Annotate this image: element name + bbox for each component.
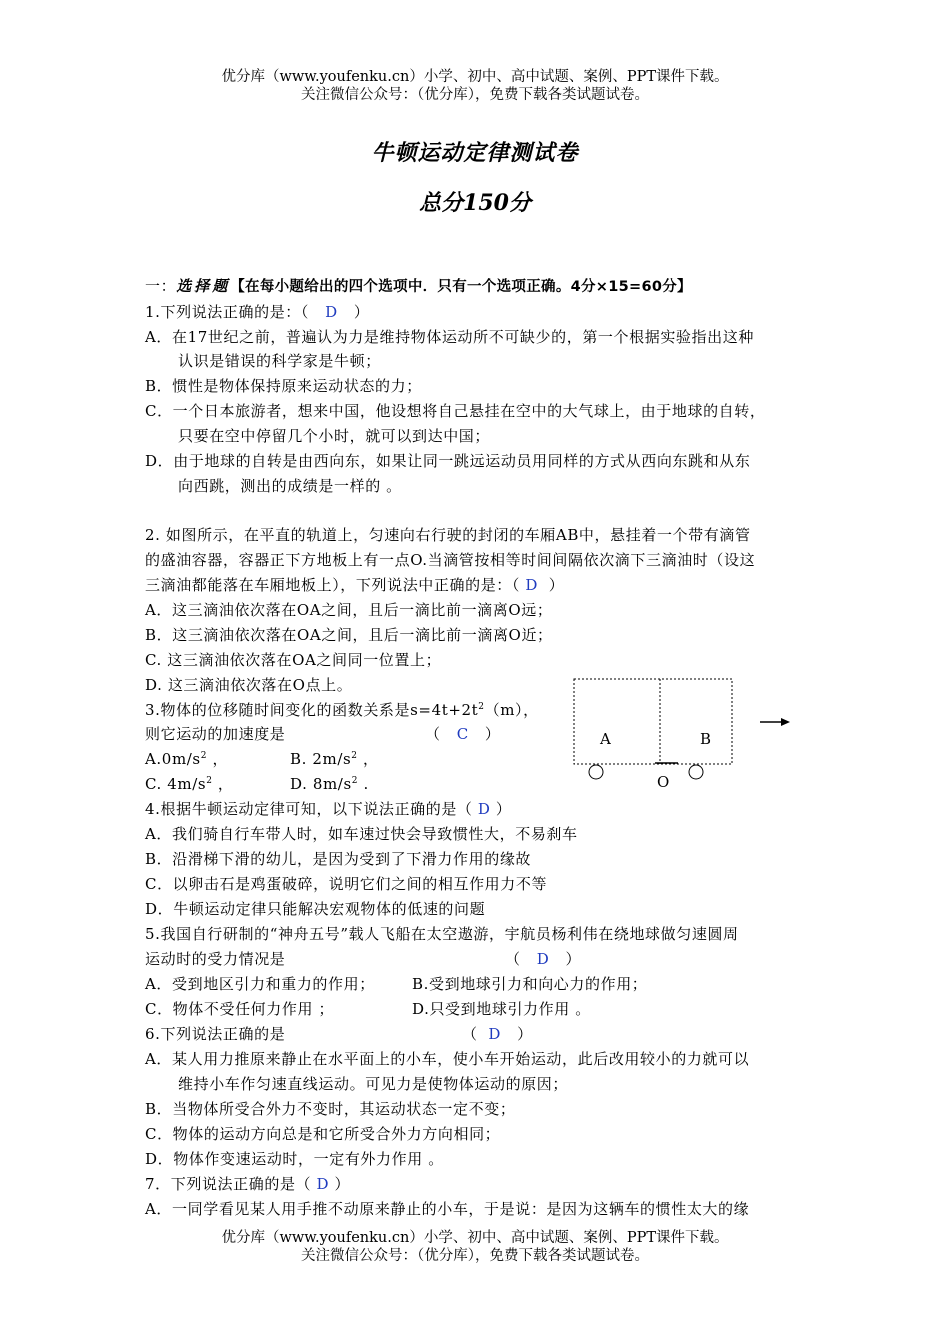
page-header bbox=[0, 68, 950, 104]
question-2-option-c: C. 这三滴油依次落在OA之间同一位置上； bbox=[145, 651, 442, 669]
question-6-option-b: B．当物体所受合外力不变时，其运动状态一定不变； bbox=[145, 1100, 516, 1118]
question-5-answer-bracket: （ D ） bbox=[505, 950, 582, 968]
question-3-stem-2: 则它运动的加速度是 bbox=[145, 725, 286, 743]
question-2-option-d: D. 这三滴油依次落在O点上。 bbox=[145, 676, 353, 694]
question-1-option-d: D．由于地球的自转是由西向东，如果让同一跳远运动员用同样的方式从西向东跳和从东 bbox=[145, 452, 751, 470]
section-name: 选择题 bbox=[176, 277, 231, 295]
header-line-2: 关注微信公众号：（优分库），免费下载各类试题试卷。 bbox=[301, 87, 649, 103]
question-3-answer: C bbox=[456, 725, 469, 743]
question-2-answer: D bbox=[525, 576, 539, 594]
question-7-option-a: A．一同学看见某人用手推不动原来静止的小车，于是说：是因为这辆车的惯性太大的缘 bbox=[145, 1200, 750, 1218]
question-6-stem: 6.下列说法正确的是 bbox=[145, 1025, 286, 1043]
question-4-option-b: B．沿滑梯下滑的幼儿，是因为受到了下滑力作用的缘故 bbox=[145, 850, 532, 868]
header-line-1: 优分库（www.youfenku.cn）小学、初中、高中试题、案例、PPT课件下载。 bbox=[221, 69, 729, 85]
question-5-answer: D bbox=[536, 950, 550, 968]
wheel-left bbox=[589, 765, 603, 779]
question-6-answer-bracket: （ D ） bbox=[462, 1025, 533, 1043]
question-4-option-a: A．我们骑自行车带人时，如车速过快会导致惯性大，不易刹车 bbox=[145, 825, 578, 843]
question-5-option-a: A．受到地区引力和重力的作用； bbox=[145, 975, 375, 993]
question-1-stem: 1.下列说法正确的是：（ D ） bbox=[145, 303, 370, 321]
question-7-stem: 7．下列说法正确的是（ D ） bbox=[145, 1175, 351, 1193]
question-1-option-c: C．一个日本旅游者，想来中国，他设想将自己悬挂在空中的大气球上，由于地球的自转， bbox=[145, 402, 766, 420]
question-5-option-b: B.受到地球引力和向心力的作用； bbox=[412, 975, 648, 993]
question-5-stem-2: 运动时的受力情况是 bbox=[145, 950, 286, 968]
label-b: B bbox=[700, 730, 712, 748]
question-4-stem: 4.根据牛顿运动定律可知，以下说法正确的是（ D ） bbox=[145, 800, 512, 818]
question-5-stem-1: 5.我国自行研制的“神舟五号”载人飞船在太空遨游，宇航员杨利伟在绕地球做匀速圆周 bbox=[145, 925, 739, 943]
question-6-option-d: D．物体作变速运动时，一定有外力作用 。 bbox=[145, 1150, 444, 1168]
question-4-option-c: C．以卵击石是鸡蛋破碎，说明它们之间的相互作用力不等 bbox=[145, 875, 548, 893]
carriage-outline bbox=[574, 679, 732, 764]
question-6-answer: D bbox=[488, 1025, 501, 1043]
question-2-option-b: B．这三滴油依次落在OA之间，且后一滴比前一滴离O近； bbox=[145, 626, 553, 644]
question-5-option-d: D.只受到地球引力作用 。 bbox=[412, 1000, 591, 1018]
question-3-option-b: B. $2m/s^2$ ， bbox=[290, 750, 379, 768]
section-heading bbox=[145, 276, 692, 297]
question-3-option-d: D. $8m/s^2$ . bbox=[290, 775, 369, 793]
question-7-answer: D bbox=[316, 1175, 330, 1193]
page-title: 牛顿运动定律测试卷 bbox=[371, 140, 579, 166]
question-4-answer: D bbox=[477, 800, 491, 818]
question-1-option-b: B．惯性是物体保持原来运动状态的力； bbox=[145, 377, 422, 395]
question-2-stem-3: 三滴油都能落在车厢地板上），下列说法中正确的是：（ D ） bbox=[145, 576, 565, 594]
question-2-stem-2: 的盛油容器，容器正下方地板上有一点O.当滴管按相等时间间隔依次滴下三滴油时（设这 bbox=[145, 551, 756, 569]
label-a: A bbox=[600, 730, 611, 748]
question-3-stem-1: 3.物体的位移随时间变化的函数关系是$s=4t+2t^2(m)$， bbox=[145, 701, 539, 719]
question-3-option-a: $A.0m/s^2$ ， bbox=[145, 750, 229, 768]
question-1-option-a-cont: 认识是错误的科学家是牛顿； bbox=[178, 352, 381, 370]
question-6-option-a: A．某人用力推原来静止在水平面上的小车，使小车开始运动，此后改用较小的力就可以 bbox=[145, 1050, 750, 1068]
question-3-answer-bracket: （ C ） bbox=[425, 725, 501, 743]
section-rule: 【在每小题给出的四个选项中．只有一个选项正确。4分×15=60分】 bbox=[230, 279, 692, 295]
question-6-option-a-cont: 维持小车作匀速直线运动。可见力是使物体运动的原因； bbox=[178, 1075, 569, 1093]
question-3-option-c: C. $4m/s^2$ ， bbox=[145, 775, 234, 793]
question-1-answer: D bbox=[325, 303, 338, 321]
footer-line-2: 关注微信公众号：（优分库），免费下载各类试题试卷。 bbox=[301, 1248, 649, 1264]
footer-line-1: 优分库（www.youfenku.cn）小学、初中、高中试题、案例、PPT课件下载。 bbox=[221, 1230, 729, 1246]
question-1-option-a: A．在17世纪之前，普遍认为力是维持物体运动所不可缺少的，第一个根据实验指出这种 bbox=[145, 328, 754, 346]
question-1-option-d-cont: 向西跳，测出的成绩是一样的 。 bbox=[178, 477, 402, 495]
question-1-option-c-cont: 只要在空中停留几个小时，就可以到达中国； bbox=[178, 427, 491, 445]
question-2-option-a: A．这三滴油依次落在OA之间，且后一滴比前一滴离O远； bbox=[145, 601, 553, 619]
label-o: O bbox=[657, 773, 670, 791]
question-2-stem-1: 2. 如图所示，在平直的轨道上，匀速向右行驶的封闭的车厢AB中，悬挂着一个带有滴管 bbox=[145, 526, 751, 544]
wheel-right bbox=[689, 765, 703, 779]
page-footer bbox=[0, 1229, 950, 1265]
question-4-option-d: D．牛顿运动定律只能解决宏观物体的低速的问题 bbox=[145, 900, 486, 918]
question-6-option-c: C．物体的运动方向总是和它所受合外力方向相同； bbox=[145, 1125, 501, 1143]
question-5-option-c: C．物体不受任何力作用 ； bbox=[145, 1000, 335, 1018]
page-subtitle: 总分150分 bbox=[419, 190, 531, 216]
carriage-diagram bbox=[560, 670, 800, 795]
section-number: 一： bbox=[145, 277, 177, 295]
direction-arrow-icon bbox=[781, 718, 790, 726]
